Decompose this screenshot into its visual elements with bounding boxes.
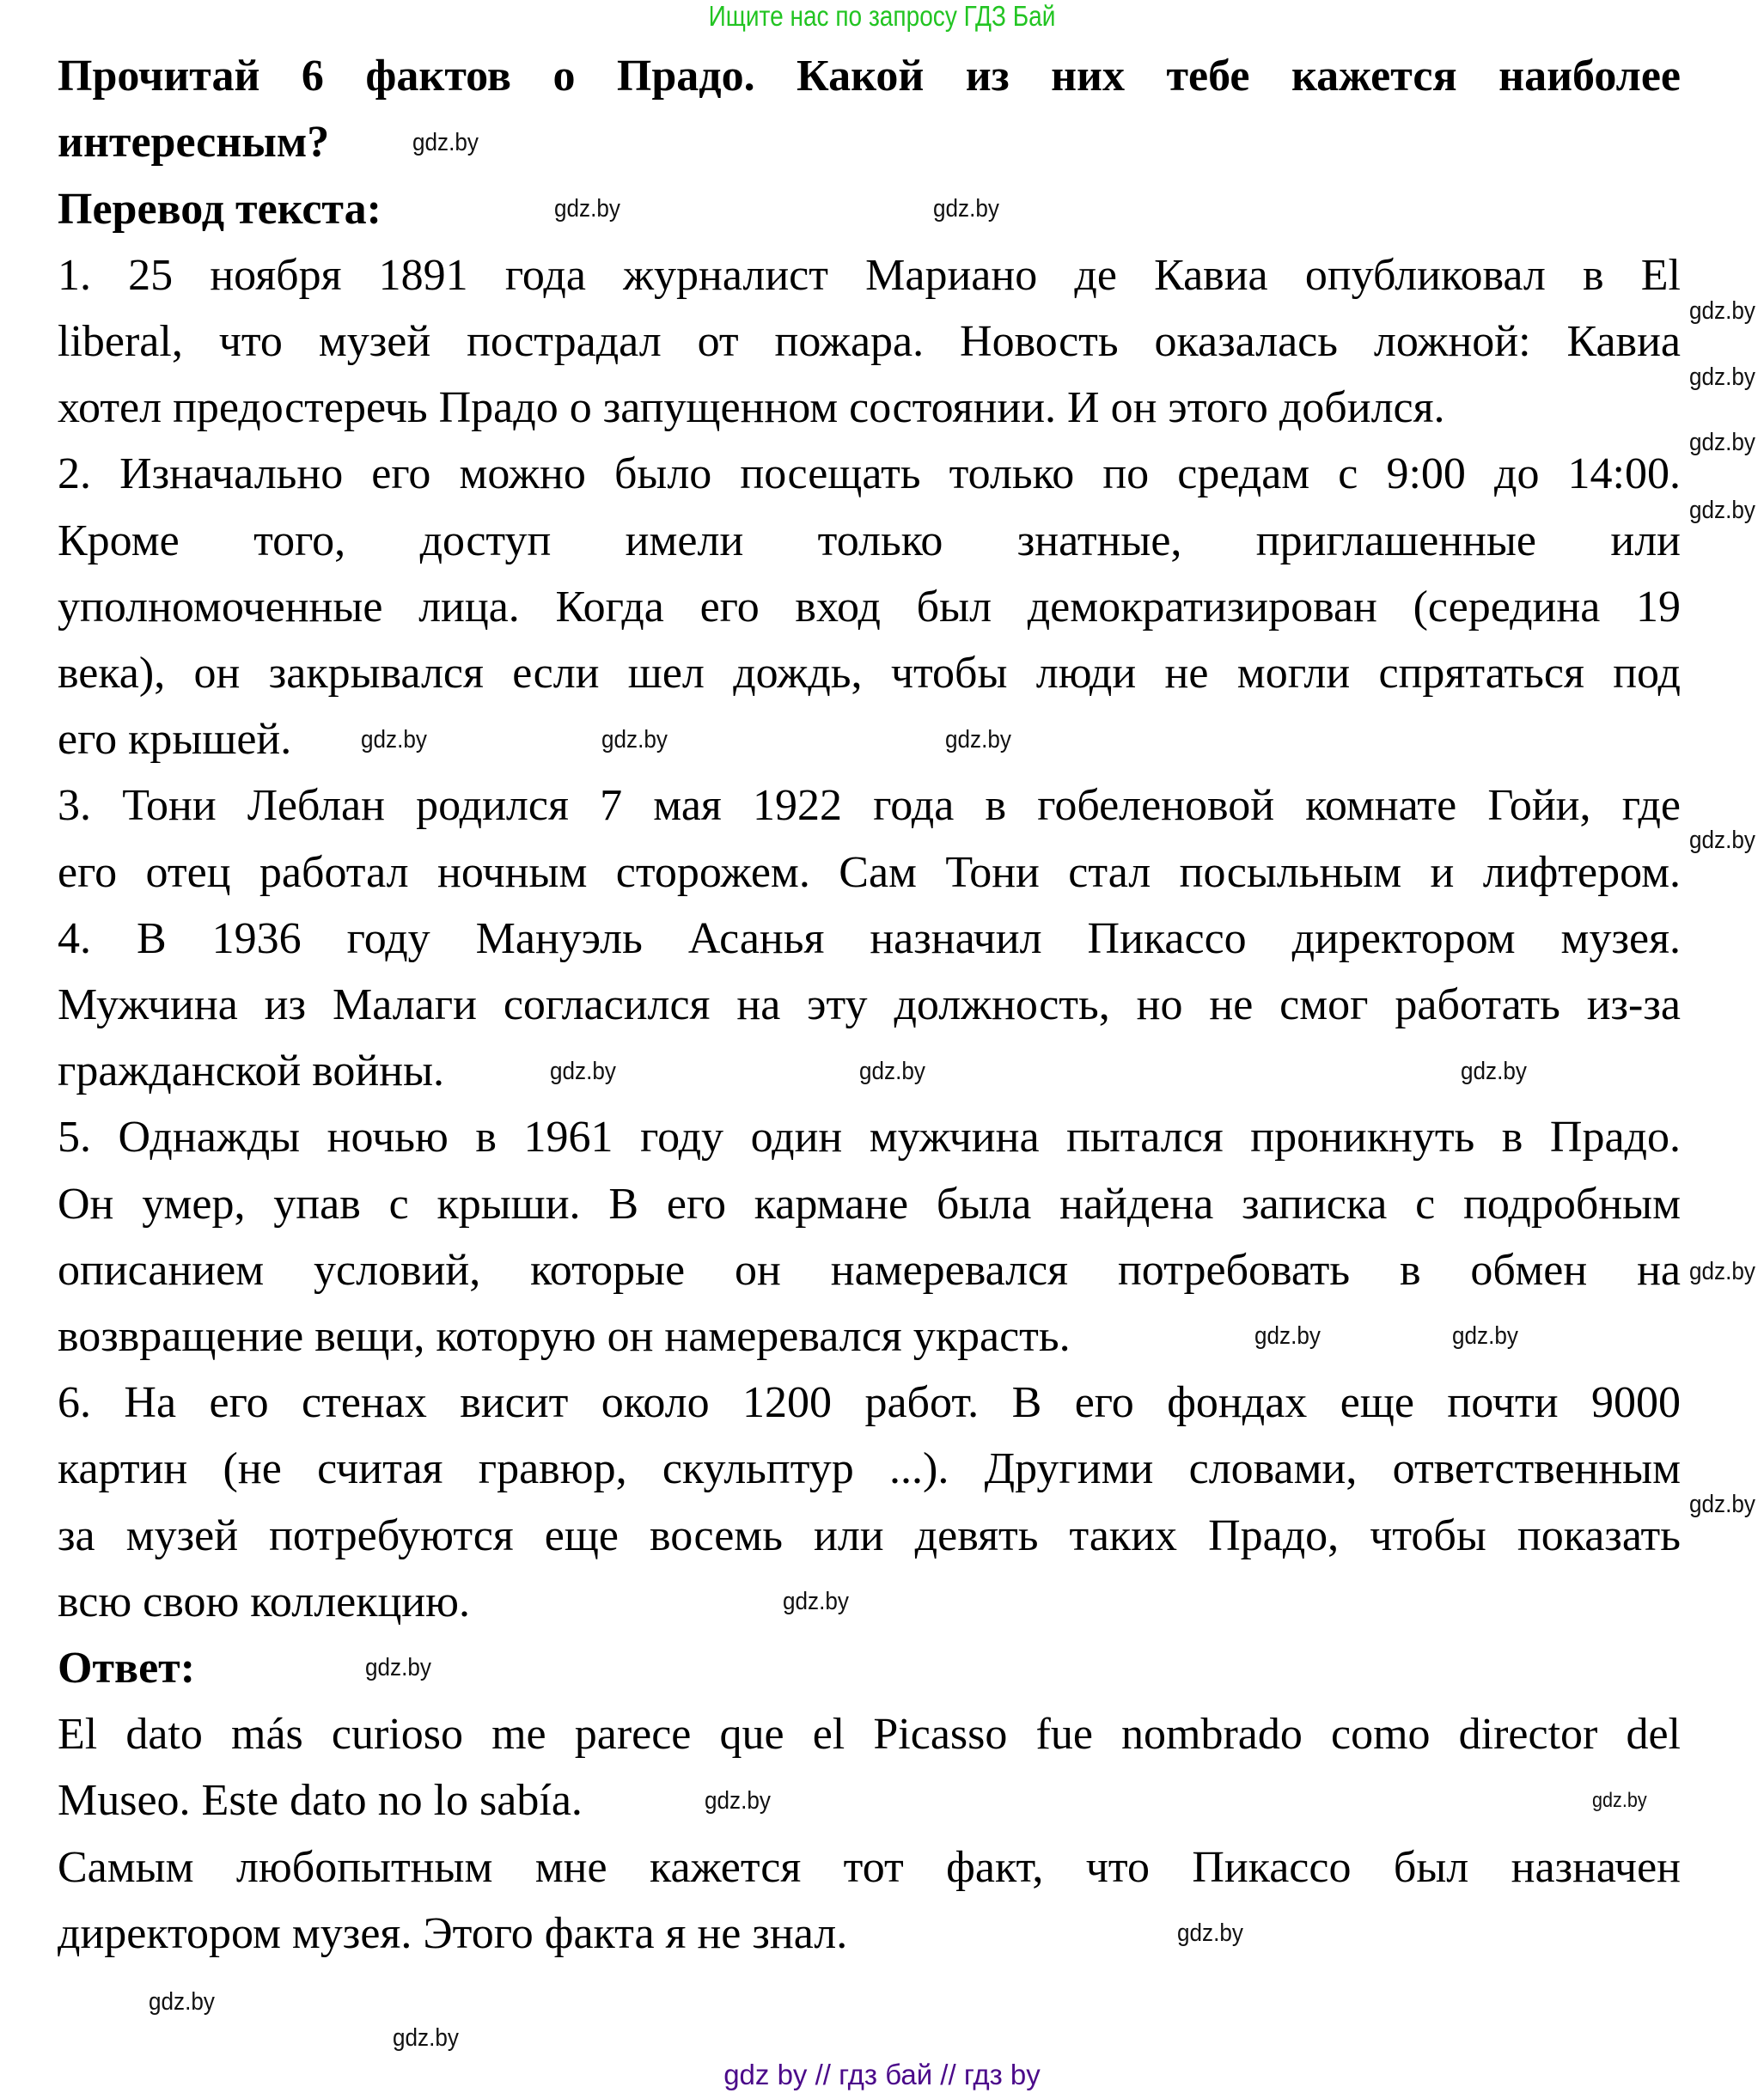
watermark: gdz.by — [393, 2024, 459, 2052]
watermark: gdz.by — [1689, 1258, 1755, 1285]
watermark: gdz.by — [933, 195, 999, 223]
watermark: gdz.by — [1254, 1322, 1321, 1350]
text-line: 3. Тони Леблан родился 7 мая 1922 года в гобеленовой комнате Гойи, где — [58, 781, 1681, 831]
watermark: gdz.by — [601, 726, 668, 754]
watermark: gdz.by — [554, 195, 620, 223]
text-line: Мужчина из Малаги согласился на эту должность, но не смог работать из-за — [58, 979, 1681, 1029]
text-line: El dato más curioso me parece que el Picasso fue nombrado como director del — [58, 1710, 1681, 1760]
watermark: gdz.by — [1689, 827, 1755, 854]
watermark: gdz.by — [783, 1588, 849, 1615]
heading-line: Ответ: — [58, 1643, 196, 1693]
text-line: liberal, что музей пострадал от пожара. Новость оказалась ложной: Кавиа — [58, 316, 1681, 366]
text-line: гражданской войны. — [58, 1046, 445, 1096]
text-line: 4. В 1936 году Мануэль Асанья назначил Пикассо директором музея. — [58, 913, 1681, 963]
watermark: gdz.by — [1689, 363, 1755, 391]
watermark: gdz.by — [412, 129, 479, 156]
heading-line: Прочитай 6 фактов о Прадо. Какой из них тебе кажется наиболее — [58, 52, 1681, 101]
watermark: gdz.by — [1689, 1491, 1755, 1518]
watermark: gdz.by — [945, 726, 1011, 754]
text-line: картин (не считая гравюр, скульптур ...). Другими словами, ответственным — [58, 1444, 1681, 1494]
text-line: Museo. Este dato no lo sabía. — [58, 1776, 583, 1826]
watermark: gdz.by — [1689, 297, 1755, 325]
watermark: gdz.by — [1461, 1058, 1527, 1085]
watermark: gdz.by — [1689, 497, 1755, 524]
watermark: gdz.by — [1177, 1919, 1243, 1947]
text-line: 6. На его стенах висит около 1200 работ. В его фондах еще почти 9000 — [58, 1378, 1681, 1428]
text-line: директором музея. Этого факта я не знал. — [58, 1908, 848, 1958]
search-hint-banner: Ищите нас по запросу ГДЗ Бай — [708, 0, 1056, 32]
text-line: века), он закрывался если шел дождь, чтобы люди не могли спрятаться под — [58, 648, 1681, 698]
watermark: gdz.by — [859, 1058, 925, 1085]
text-line: уполномоченные лица. Когда его вход был демократизирован (середина 19 — [58, 582, 1681, 632]
text-line: его крышей. — [58, 715, 292, 765]
text-line: 5. Однажды ночью в 1961 году один мужчина пытался проникнуть в Прадо. — [58, 1113, 1681, 1162]
heading-line: интересным? — [58, 118, 330, 168]
watermark: gdz.by — [361, 726, 427, 754]
text-line: описанием условий, которые он намеревался потребовать в обмен на — [58, 1245, 1681, 1295]
text-line: Самым любопытным мне кажется тот факт, что Пикассо был назначен — [58, 1842, 1681, 1892]
watermark: gdz.by — [1452, 1322, 1518, 1350]
watermark: gdz.by — [550, 1058, 616, 1085]
text-line: его отец работал ночным сторожем. Сам Тони стал посыльным и лифтером. — [58, 847, 1681, 897]
text-line: возвращение вещи, которую он намеревался украсть. — [58, 1311, 1071, 1361]
text-line: за музей потребуются еще восемь или девять таких Прадо, чтобы показать — [58, 1510, 1681, 1560]
watermark: gdz.by — [1689, 429, 1755, 456]
text-line: 1. 25 ноября 1891 года журналист Мариано де Кавиа опубликовал в El — [58, 250, 1681, 300]
text-line: 2. Изначально его можно было посещать только по средам с 9:00 до 14:00. — [58, 449, 1681, 499]
text-line: всю свою коллекцию. — [58, 1577, 470, 1626]
watermark: gdz.by — [1592, 1789, 1647, 1812]
text-line: Кроме того, доступ имели только знатные, приглашенные или — [58, 516, 1681, 565]
heading-line: Перевод текста: — [58, 184, 381, 234]
text-line: Он умер, упав с крыши. В его кармане была найдена записка с подробным — [58, 1179, 1681, 1229]
footer-links: gdz by // гдз бай // гдз by — [723, 2059, 1041, 2090]
watermark: gdz.by — [149, 1988, 215, 2016]
watermark: gdz.by — [705, 1787, 771, 1815]
text-line: хотел предостеречь Прадо о запущенном состоянии. И он этого добился. — [58, 383, 1445, 433]
watermark: gdz.by — [365, 1654, 431, 1681]
